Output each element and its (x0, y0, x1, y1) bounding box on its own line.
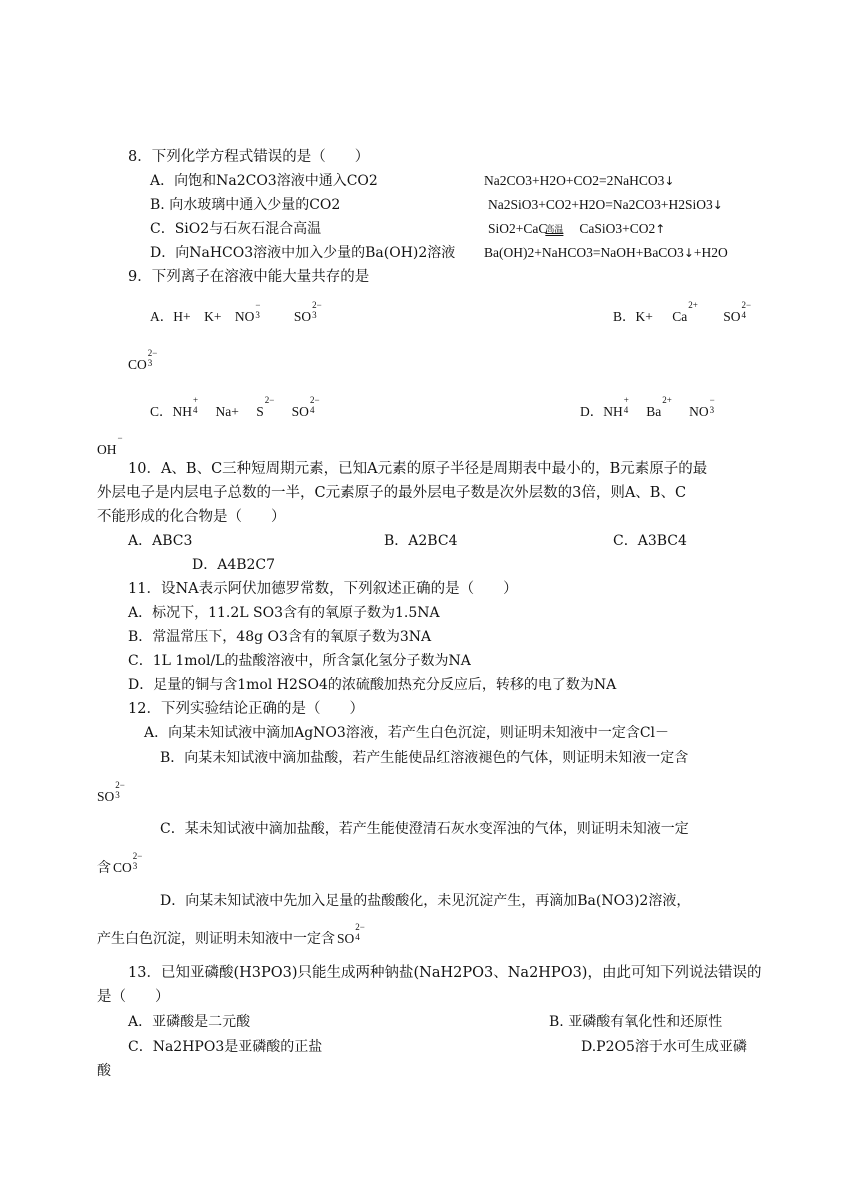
q13-option-b: B. 亚磷酸有氧化性和还原性 (549, 1014, 723, 1030)
ion-nitrate: NO − 3 (234, 300, 261, 324)
q10-option-b: B．A2BC4 (384, 533, 458, 549)
down-arrow-icon: ↓ (712, 198, 723, 212)
q8-stem: 8．下列化学方程式错误的是（ ） (128, 149, 370, 165)
q10-line1: 10．A、B、C三种短周期元素，已知A元素的原子半径是周期表中最小的，B元素原子的最 (128, 461, 708, 477)
q12-option-c: C．某未知试液中滴加盐酸，若产生能使澄清石灰水变浑浊的气体，则证明未知液一定 (160, 821, 689, 837)
q8-equation-c: SiO2+CaC高温 CaSiO3+CO2↑ (488, 221, 666, 236)
q9-option-d (580, 395, 729, 422)
q12-option-d-line2: 产生白色沉淀，则证明未知液中一定含 SO 2− 4 (97, 922, 365, 947)
ion-sulfate: SO 2− 4 (291, 395, 320, 419)
q10-option-c: C．A3BC4 (613, 533, 687, 549)
q9-option-a: A．H+ K+ NO − 3 SO 2− 3 (150, 304, 336, 327)
ion-sulfate: SO 2− 4 (337, 922, 365, 946)
q12-option-a: A．向某未知试液中滴加AgNO3溶液，若产生白色沉淀，则证明未知液中一定含Cl－ (144, 725, 670, 741)
ion-nitrate: NO − 3 (689, 395, 715, 419)
q12-option-b-ion (97, 780, 139, 807)
q13-option-d-cont: 酸 (97, 1063, 111, 1079)
q8-equation-d: Ba(OH)2+NaHCO3=NaOH+BaCO3↓+H2O (484, 245, 728, 260)
ion-sulfite: SO 2− 3 (97, 780, 125, 804)
down-arrow-icon: ↓ (664, 174, 675, 188)
reaction-condition: 高温 (545, 224, 564, 234)
q11-option-b: B．常温常压下，48g O3含有的氧原子数为3NA (128, 629, 432, 645)
q8-option-c: C．SiO2与石灰石混合高温 (150, 221, 322, 237)
ion-ammonium: D．NH + 4 (580, 395, 629, 419)
ion-calcium: Ca 2+ (672, 300, 698, 324)
down-arrow-icon: ↓ (683, 246, 694, 260)
q13-option-c: C．Na2HPO3是亚磷酸的正盐 (128, 1039, 323, 1055)
q9-option-c: C．NH + 4 Na+ S 2− SO 2− 4 (150, 399, 334, 422)
q11-option-a: A．标况下，11.2L SO3含有的氧原子数为1.5NA (128, 605, 440, 621)
q13-option-d: D.P2O5溶于水可生成亚磷 (581, 1039, 747, 1055)
ion-carbonate: CO 2− 3 (113, 851, 143, 875)
up-arrow-icon: ↑ (655, 222, 666, 236)
q8-equation-a: Na2CO3+H2O+CO2=2NaHCO3↓ (484, 173, 675, 188)
ion-carbonate: CO 2− 3 (128, 348, 158, 372)
q9-option-d-cont (97, 433, 137, 460)
ion-ammonium: C．NH + 4 (150, 395, 199, 419)
q13-line2: 是（ ） (97, 989, 170, 1005)
q11-option-c: C．1L 1mol/L的盐酸溶液中，所含氯化氢分子数为NA (128, 653, 471, 669)
q12-stem: 12．下列实验结论正确的是（ ） (128, 701, 364, 717)
q8-option-b: B. 向水玻璃中通入少量的CO2 (150, 197, 341, 213)
q10-line3: 不能形成的化合物是（ ） (97, 509, 286, 525)
q12-option-b: B．向某未知试液中滴加盐酸，若产生能使品红溶液褪色的气体，则证明未知液一定含 (160, 750, 689, 766)
ion-sulfite: SO 2− 3 (293, 300, 322, 324)
q8-equation-b: Na2SiO3+CO2+H2O=Na2CO3+H2SiO3↓ (488, 197, 723, 212)
q8-option-d: D．向NaHCO3溶液中加入少量的Ba(OH)2溶液 (150, 245, 456, 261)
q11-stem: 11．设NA表示阿伏加德罗常数，下列叙述正确的是（ ） (128, 581, 518, 597)
q13-line1: 13．已知亚磷酸(H3PO3)只能生成两种钠盐(NaH2PO3、Na2HPO3)，由此可知下列说法错误的 (128, 965, 762, 981)
q13-option-a: A．亚磷酸是二元酸 (128, 1014, 251, 1030)
ion-sulfate: SO 2− 4 (723, 300, 752, 324)
q10-option-a: A．ABC3 (128, 533, 193, 549)
q9-option-b-cont (128, 348, 171, 375)
ion-hydroxide: OH − (97, 433, 123, 457)
q12-option-d-line1: D．向某未知试液中先加入足量的盐酸酸化，未见沉淀产生，再滴加Ba(NO3)2溶液， (160, 893, 691, 909)
q12-option-c-cont: 含 CO 2− 3 (97, 851, 143, 876)
q9-stem: 9．下列离子在溶液中能大量共存的是 (128, 269, 370, 285)
q10-line2: 外层电子是内层电子总数的一半，C元素原子的最外层电子数是次外层数的3倍，则A、B、C (97, 485, 687, 501)
q10-option-d: D．A4B2C7 (192, 557, 276, 573)
ion-sulfide: S 2− (256, 395, 275, 419)
q8-option-a: A．向饱和Na2CO3溶液中通入CO2 (150, 173, 378, 189)
q11-option-d: D．足量的铜与含1mol H2SO4的浓硫酸加热充分反应后，转移的电了数为NA (128, 677, 617, 693)
q9-option-b: B．K+ Ca 2+ SO 2− 4 (613, 304, 765, 327)
ion-barium: Ba 2+ (646, 395, 672, 419)
